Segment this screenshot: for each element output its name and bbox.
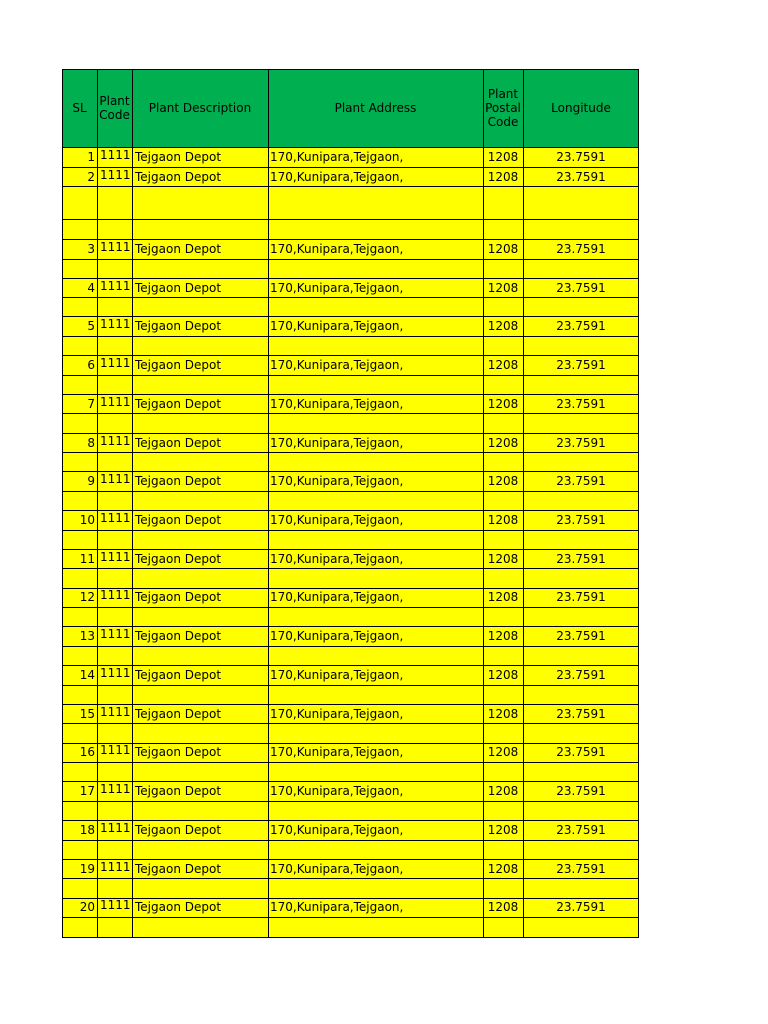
cell-longitude: 23.7591 [556, 242, 606, 256]
cell-longitude: 23.7591 [556, 319, 606, 333]
grid-line [62, 588, 639, 589]
cell-plant-address: 170,Kunipara,Tejgaon, [270, 436, 404, 450]
grid-line [62, 626, 639, 627]
cell-plant-description: Tejgaon Depot [135, 319, 222, 333]
cell-plant-code: 1111 [100, 279, 131, 293]
cell-plant-description: Tejgaon Depot [135, 784, 222, 798]
cell-plant-description: Tejgaon Depot [135, 170, 222, 184]
cell-postal-code: 1208 [487, 823, 519, 837]
cell-sl: 2 [87, 170, 95, 184]
header-plant-postal-code: Plant Postal Code [485, 87, 521, 129]
cell-longitude: 23.7591 [556, 668, 606, 682]
header-plant-code: Plant Code [99, 94, 130, 122]
cell-longitude: 23.7591 [556, 900, 606, 914]
grid-line [638, 69, 639, 938]
cell-sl: 3 [87, 242, 95, 256]
cell-longitude: 23.7591 [556, 629, 606, 643]
cell-postal-code: 1208 [487, 552, 519, 566]
cell-plant-description: Tejgaon Depot [135, 474, 222, 488]
cell-plant-code: 1111 [100, 666, 131, 680]
grid-line [62, 878, 639, 879]
cell-plant-code: 1111 [100, 821, 131, 835]
grid-line [132, 69, 133, 938]
cell-plant-address: 170,Kunipara,Tejgaon, [270, 281, 404, 295]
cell-plant-address: 170,Kunipara,Tejgaon, [270, 397, 404, 411]
cell-sl: 16 [79, 745, 95, 759]
grid-line [62, 219, 639, 220]
grid-line [62, 375, 639, 376]
cell-sl: 7 [87, 397, 95, 411]
grid-line [62, 937, 639, 938]
cell-sl: 20 [79, 900, 95, 914]
cell-plant-address: 170,Kunipara,Tejgaon, [270, 629, 404, 643]
cell-postal-code: 1208 [487, 281, 519, 295]
grid-line [62, 917, 639, 918]
header-sl: SL [72, 101, 87, 115]
grid-line [62, 510, 639, 511]
cell-plant-address: 170,Kunipara,Tejgaon, [270, 668, 404, 682]
cell-plant-description: Tejgaon Depot [135, 668, 222, 682]
grid-line [62, 840, 639, 841]
grid-line [62, 646, 639, 647]
cell-sl: 12 [79, 590, 95, 604]
cell-plant-description: Tejgaon Depot [135, 862, 222, 876]
cell-plant-code: 1111 [100, 511, 131, 525]
cell-plant-code: 1111 [100, 395, 131, 409]
cell-postal-code: 1208 [487, 319, 519, 333]
cell-sl: 17 [79, 784, 95, 798]
grid-line [62, 665, 639, 666]
cell-postal-code: 1208 [487, 358, 519, 372]
cell-plant-code: 1111 [100, 782, 131, 796]
cell-plant-description: Tejgaon Depot [135, 513, 222, 527]
cell-plant-address: 170,Kunipara,Tejgaon, [270, 745, 404, 759]
cell-longitude: 23.7591 [556, 862, 606, 876]
grid-line [62, 355, 639, 356]
grid-line [62, 762, 639, 763]
cell-longitude: 23.7591 [556, 150, 606, 164]
grid-line [62, 278, 639, 279]
grid-line [62, 723, 639, 724]
grid-line [62, 471, 639, 472]
cell-sl: 9 [87, 474, 95, 488]
grid-line [62, 801, 639, 802]
cell-plant-code: 1111 [100, 550, 131, 564]
cell-plant-code: 1111 [100, 472, 131, 486]
cell-postal-code: 1208 [487, 629, 519, 643]
cell-sl: 10 [79, 513, 95, 527]
cell-plant-description: Tejgaon Depot [135, 629, 222, 643]
grid-line [62, 336, 639, 337]
grid-line [62, 433, 639, 434]
grid-line [62, 549, 639, 550]
cell-plant-code: 1111 [100, 898, 131, 912]
grid-line [62, 297, 639, 298]
grid-line [62, 394, 639, 395]
header-longitude: Longitude [551, 101, 611, 115]
cell-sl: 5 [87, 319, 95, 333]
grid-line [62, 685, 639, 686]
cell-sl: 13 [79, 629, 95, 643]
grid-line [62, 147, 639, 148]
cell-plant-address: 170,Kunipara,Tejgaon, [270, 170, 404, 184]
header-plant-address: Plant Address [334, 101, 417, 115]
grid-line [62, 259, 639, 260]
cell-plant-address: 170,Kunipara,Tejgaon, [270, 823, 404, 837]
grid-line [62, 820, 639, 821]
cell-postal-code: 1208 [487, 668, 519, 682]
grid-line [62, 530, 639, 531]
cell-plant-description: Tejgaon Depot [135, 900, 222, 914]
grid-line [62, 413, 639, 414]
cell-longitude: 23.7591 [556, 745, 606, 759]
cell-longitude: 23.7591 [556, 707, 606, 721]
cell-plant-code: 1111 [100, 356, 131, 370]
cell-plant-code: 1111 [100, 240, 131, 254]
cell-plant-address: 170,Kunipara,Tejgaon, [270, 862, 404, 876]
cell-plant-address: 170,Kunipara,Tejgaon, [270, 319, 404, 333]
grid-line [62, 186, 639, 187]
grid-line [62, 316, 639, 317]
cell-plant-code: 1111 [100, 743, 131, 757]
cell-postal-code: 1208 [487, 436, 519, 450]
cell-plant-description: Tejgaon Depot [135, 242, 222, 256]
cell-plant-code: 1111 [100, 317, 131, 331]
cell-plant-address: 170,Kunipara,Tejgaon, [270, 474, 404, 488]
grid-line [62, 239, 639, 240]
cell-longitude: 23.7591 [556, 552, 606, 566]
grid-line [62, 704, 639, 705]
cell-postal-code: 1208 [487, 242, 519, 256]
cell-plant-code: 1111 [100, 168, 131, 182]
cell-sl: 15 [79, 707, 95, 721]
cell-longitude: 23.7591 [556, 170, 606, 184]
cell-plant-description: Tejgaon Depot [135, 707, 222, 721]
cell-sl: 8 [87, 436, 95, 450]
cell-postal-code: 1208 [487, 707, 519, 721]
cell-plant-code: 1111 [100, 627, 131, 641]
spreadsheet-table [62, 69, 639, 938]
cell-plant-address: 170,Kunipara,Tejgaon, [270, 590, 404, 604]
cell-postal-code: 1208 [487, 862, 519, 876]
grid-line [62, 781, 639, 782]
grid-line [62, 167, 639, 168]
grid-line [62, 69, 63, 938]
cell-plant-description: Tejgaon Depot [135, 281, 222, 295]
cell-longitude: 23.7591 [556, 590, 606, 604]
cell-postal-code: 1208 [487, 745, 519, 759]
cell-postal-code: 1208 [487, 150, 519, 164]
cell-sl: 19 [79, 862, 95, 876]
cell-plant-code: 1111 [100, 434, 131, 448]
grid-line [268, 69, 269, 938]
cell-longitude: 23.7591 [556, 784, 606, 798]
grid-line [62, 898, 639, 899]
header-plant-description: Plant Description [148, 101, 252, 115]
grid-line [62, 743, 639, 744]
grid-line [62, 568, 639, 569]
cell-plant-address: 170,Kunipara,Tejgaon, [270, 707, 404, 721]
grid-line [523, 69, 524, 938]
cell-plant-address: 170,Kunipara,Tejgaon, [270, 150, 404, 164]
cell-plant-description: Tejgaon Depot [135, 745, 222, 759]
cell-postal-code: 1208 [487, 397, 519, 411]
cell-longitude: 23.7591 [556, 358, 606, 372]
grid-line [483, 69, 484, 938]
cell-sl: 6 [87, 358, 95, 372]
cell-longitude: 23.7591 [556, 823, 606, 837]
cell-postal-code: 1208 [487, 170, 519, 184]
grid-line [97, 69, 98, 938]
cell-longitude: 23.7591 [556, 513, 606, 527]
cell-plant-description: Tejgaon Depot [135, 150, 222, 164]
cell-plant-description: Tejgaon Depot [135, 397, 222, 411]
cell-plant-address: 170,Kunipara,Tejgaon, [270, 242, 404, 256]
cell-sl: 1 [87, 150, 95, 164]
cell-postal-code: 1208 [487, 513, 519, 527]
cell-plant-address: 170,Kunipara,Tejgaon, [270, 552, 404, 566]
cell-longitude: 23.7591 [556, 397, 606, 411]
cell-sl: 18 [79, 823, 95, 837]
cell-sl: 14 [79, 668, 95, 682]
cell-plant-description: Tejgaon Depot [135, 358, 222, 372]
cell-plant-code: 1111 [100, 860, 131, 874]
cell-postal-code: 1208 [487, 474, 519, 488]
cell-plant-code: 1111 [100, 705, 131, 719]
cell-sl: 4 [87, 281, 95, 295]
cell-plant-code: 1111 [100, 148, 131, 162]
cell-plant-address: 170,Kunipara,Tejgaon, [270, 513, 404, 527]
cell-plant-description: Tejgaon Depot [135, 590, 222, 604]
cell-longitude: 23.7591 [556, 474, 606, 488]
cell-plant-address: 170,Kunipara,Tejgaon, [270, 900, 404, 914]
grid-line [62, 491, 639, 492]
cell-sl: 11 [79, 552, 95, 566]
cell-longitude: 23.7591 [556, 436, 606, 450]
grid-line [62, 859, 639, 860]
cell-plant-description: Tejgaon Depot [135, 823, 222, 837]
cell-longitude: 23.7591 [556, 281, 606, 295]
cell-plant-address: 170,Kunipara,Tejgaon, [270, 358, 404, 372]
cell-plant-address: 170,Kunipara,Tejgaon, [270, 784, 404, 798]
cell-plant-code: 1111 [100, 588, 131, 602]
grid-line [62, 607, 639, 608]
cell-plant-description: Tejgaon Depot [135, 436, 222, 450]
cell-postal-code: 1208 [487, 900, 519, 914]
cell-postal-code: 1208 [487, 784, 519, 798]
grid-line [62, 452, 639, 453]
cell-postal-code: 1208 [487, 590, 519, 604]
cell-plant-description: Tejgaon Depot [135, 552, 222, 566]
